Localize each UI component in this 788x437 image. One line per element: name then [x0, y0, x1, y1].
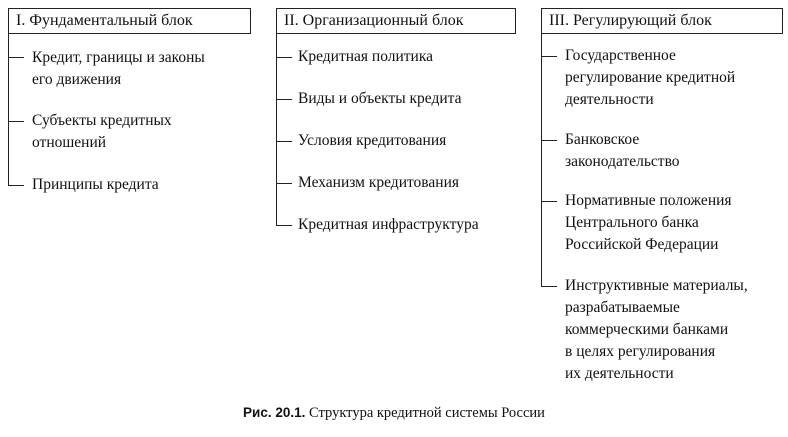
connector-branch	[541, 286, 557, 287]
connector-branch	[541, 140, 557, 141]
list-item: Банковское законодательство	[565, 131, 680, 170]
list-item: Принципы кредита	[32, 176, 159, 193]
block-title-regulatory: III. Регулирующий блок	[541, 8, 783, 34]
connector-branch	[276, 183, 292, 184]
figure-caption	[0, 403, 788, 423]
block-title-organizational: II. Организационный блок	[276, 8, 516, 34]
block-title-fundamental: I. Фундаментальный блок	[8, 8, 251, 34]
connector-trunk	[541, 34, 542, 287]
connector-branch	[276, 99, 292, 100]
figure-caption-label: Рис. 20.1.	[243, 405, 306, 420]
list-item: Кредит, границы и законы его движения	[32, 49, 205, 88]
list-item: Механизм кредитования	[298, 174, 460, 191]
connector-branch	[276, 57, 292, 58]
connector-branch	[8, 57, 24, 58]
list-item: Условия кредитования	[298, 132, 447, 149]
list-item: Нормативные положения Центрального банка Российской Федерации	[565, 192, 732, 253]
connector-trunk	[276, 34, 277, 226]
list-item: Кредитная политика	[298, 48, 434, 65]
connector-branch	[276, 225, 292, 226]
list-item: Виды и объекты кредита	[298, 90, 462, 107]
connector-branch	[541, 201, 557, 202]
connector-branch	[541, 56, 557, 57]
list-item: Кредитная инфраструктура	[298, 216, 479, 233]
list-item: Государственное регулирование кредитной деятельности	[565, 47, 736, 108]
list-item: Инструктивные материалы, разрабатываемые коммерческими банками в целях регулирования их деятельности	[565, 277, 748, 382]
connector-branch	[276, 141, 292, 142]
list-item: Субъекты кредитных отношений	[32, 112, 172, 151]
connector-branch	[8, 185, 24, 186]
figure-caption-text: Структура кредитной системы России	[309, 405, 545, 421]
connector-branch	[8, 121, 24, 122]
